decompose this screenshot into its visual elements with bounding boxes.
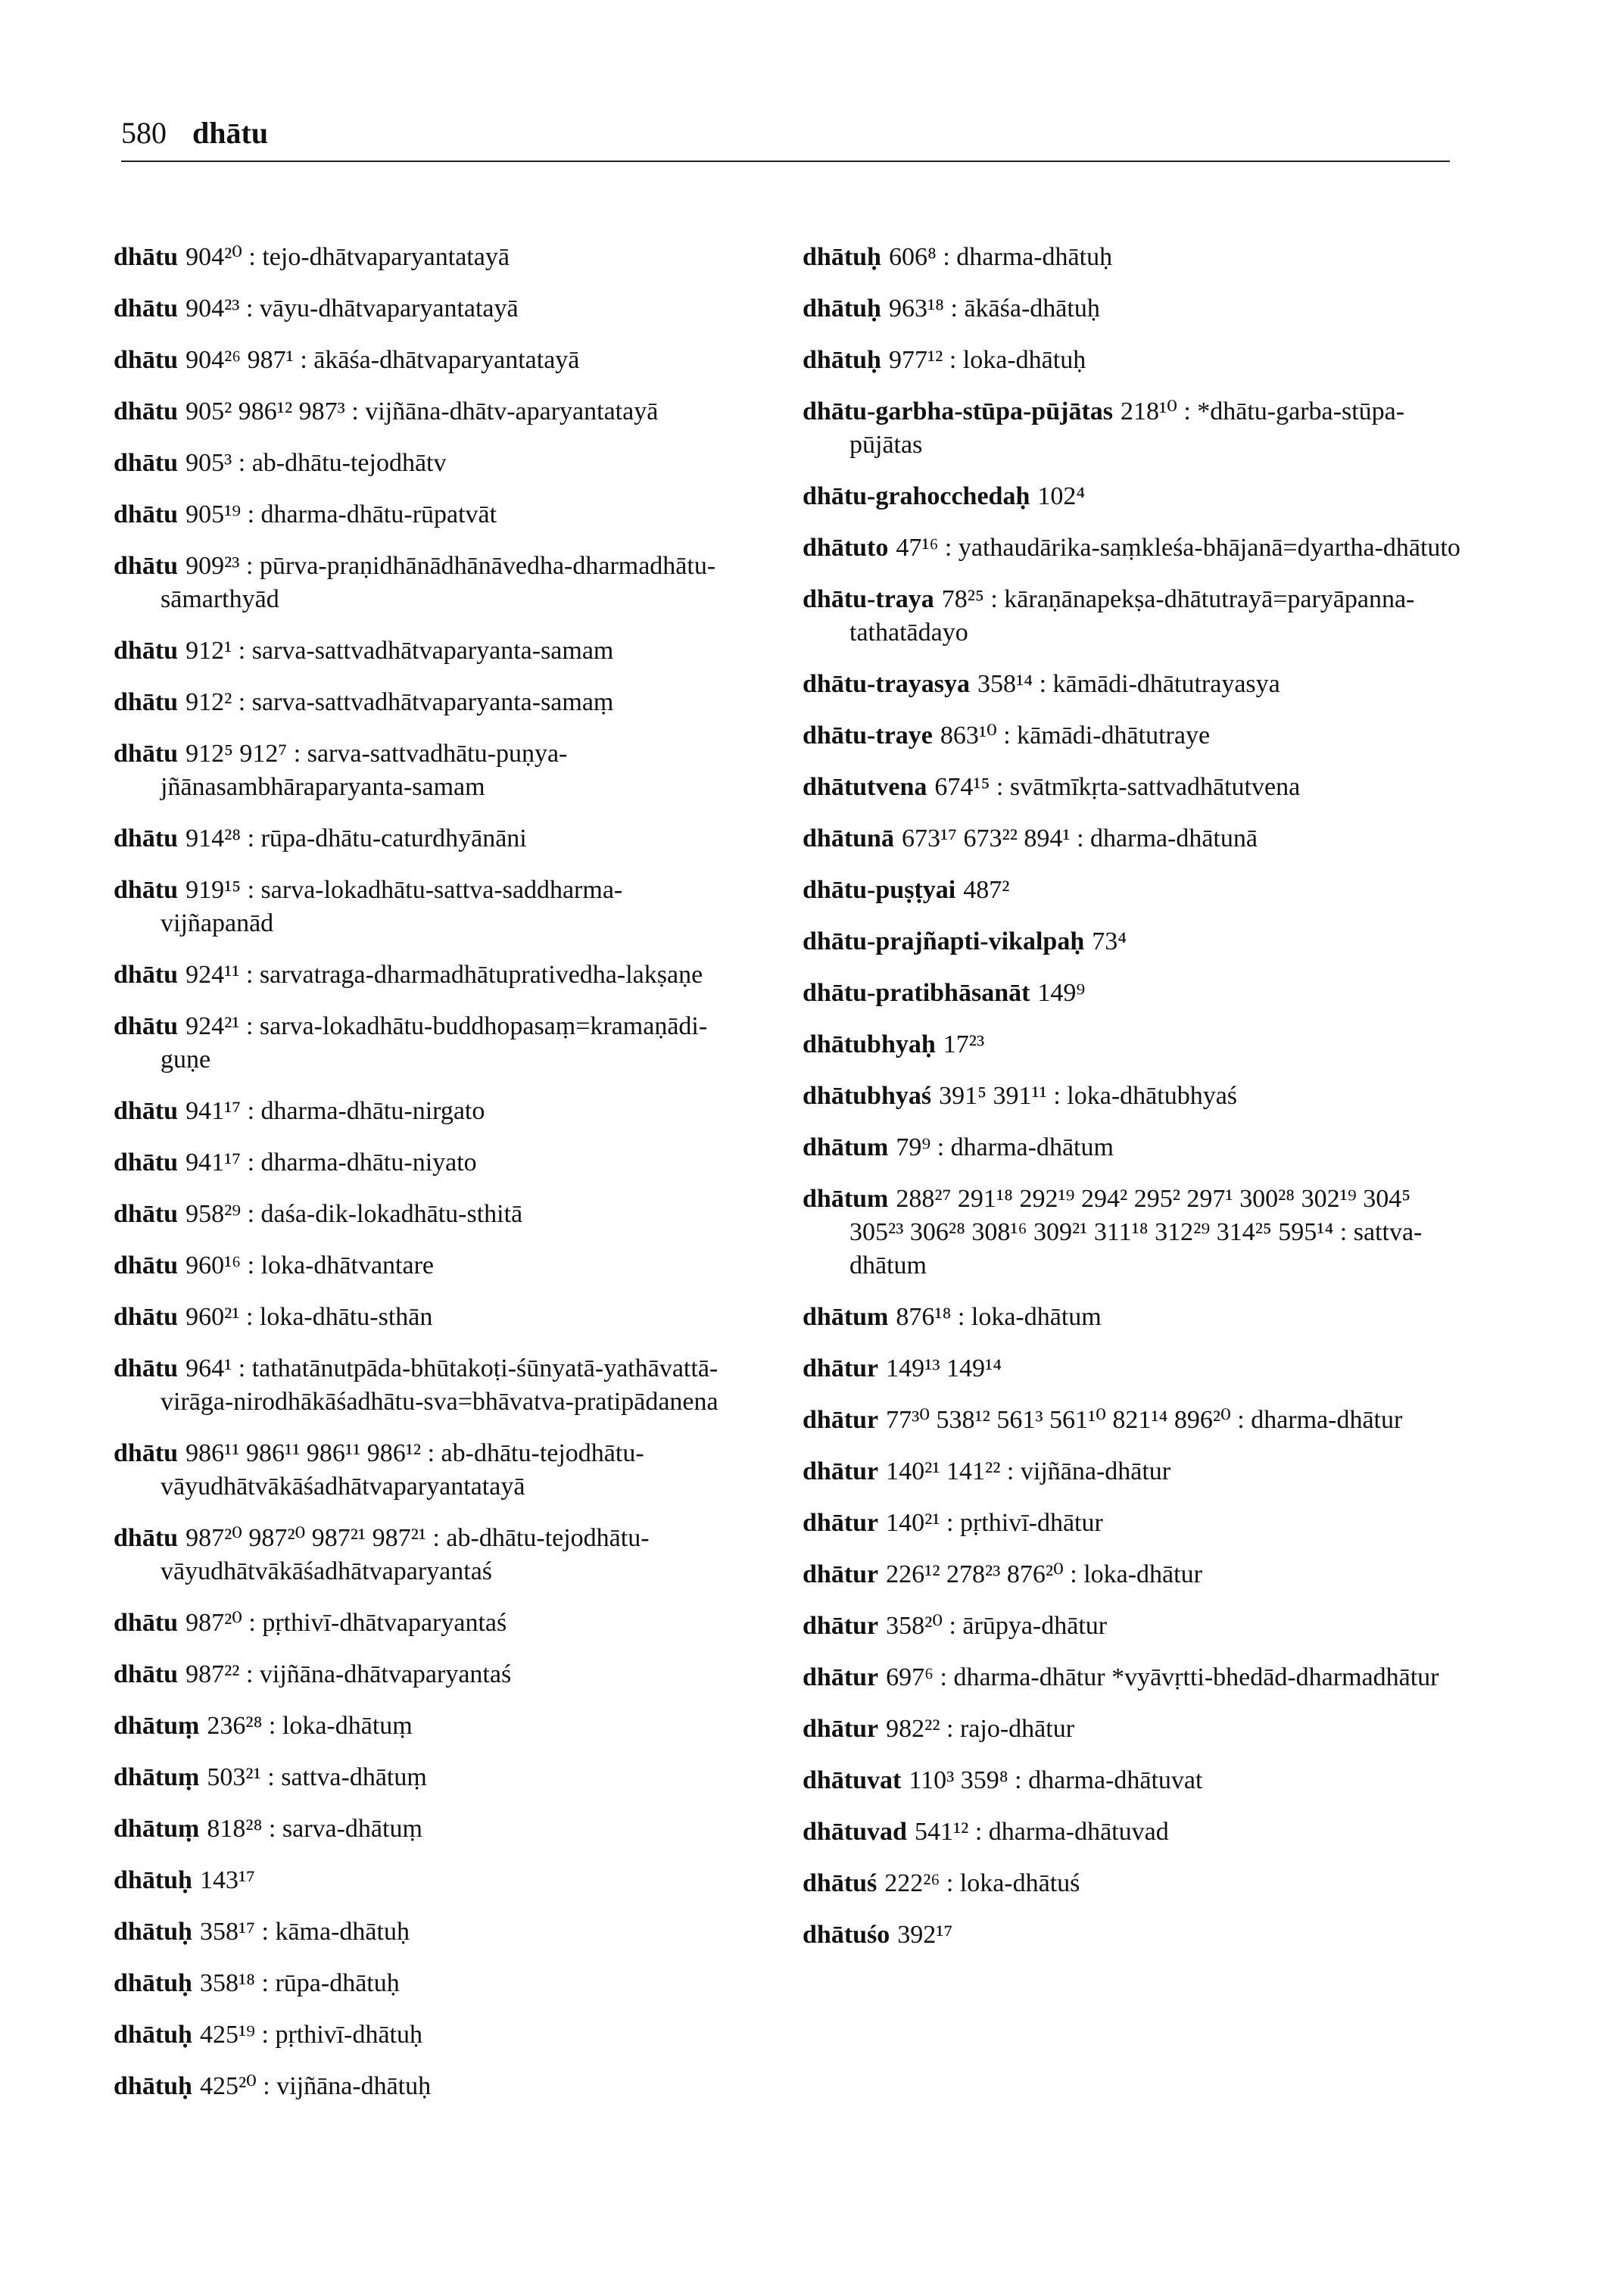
entry-references: 392¹⁷ [897, 1921, 953, 1949]
entry-headword: dhātur [803, 1457, 879, 1485]
entry-gloss: : dharma-dhātur [1237, 1406, 1403, 1434]
entry-references: 909²³ [185, 552, 240, 580]
index-entry [803, 1610, 1461, 1643]
entry-headword: dhātuṃ [114, 1815, 200, 1843]
entry-headword: dhātu-garbha-stūpa-pūjātas [803, 397, 1113, 425]
entry-headword: dhātu [114, 1012, 179, 1040]
entry-headword: dhātu [114, 876, 179, 904]
entry-references: 673¹⁷ 673²² 894¹ [901, 824, 1071, 852]
entry-references: 236²⁸ [207, 1712, 263, 1740]
entry-references: 987²⁰ [185, 1609, 242, 1637]
index-entry [803, 1080, 1461, 1113]
entry-gloss: : ab-dhātu-tejodhātu-vāyudhātvākāśadhātvaparyantaś [161, 1524, 650, 1585]
index-entry [803, 874, 1461, 907]
entry-headword: dhātu [114, 1097, 179, 1125]
entry-headword: dhātur [803, 1509, 879, 1537]
entry-gloss: : sarva-sattvadhātvaparyanta-samaṃ [238, 688, 614, 716]
entry-gloss: : sarva-lokadhātu-buddhopasaṃ=kramaṇādi-guṇe [161, 1012, 708, 1074]
entry-headword: dhātum [803, 1133, 889, 1161]
entry-references: 960¹⁶ [185, 1251, 242, 1279]
entry-gloss: : pūrva-praṇidhānādhānāvedha-dharmadhātu-sāmarthyād [161, 552, 716, 613]
entry-references: 541¹² [914, 1818, 969, 1846]
index-entry [803, 977, 1461, 1010]
index-entry [803, 1131, 1461, 1164]
entry-headword: dhātur [803, 1354, 879, 1382]
index-entry [114, 447, 734, 480]
entry-gloss: : ārūpya-dhātur [949, 1612, 1108, 1640]
index-entry [803, 822, 1461, 856]
index-entry [114, 1812, 734, 1846]
entry-references: 912⁵ 912⁷ [185, 740, 288, 768]
index-entry [114, 395, 734, 429]
entry-references: 982²² [886, 1715, 940, 1743]
entry-gloss: : ab-dhātu-tejodhātu-vāyudhātvākāśadhātvaparyantatayā [161, 1439, 644, 1501]
entry-gloss: : loka-dhātuḥ [949, 346, 1086, 374]
index-entry [803, 1028, 1461, 1061]
index-entry [803, 395, 1461, 462]
entry-gloss: : rajo-dhātur [946, 1715, 1075, 1743]
index-entry [114, 1864, 734, 1897]
index-entry [803, 344, 1461, 377]
entry-gloss: : tejo-dhātvaparyantatayā [248, 243, 510, 271]
entry-references: 358¹⁷ [199, 1918, 256, 1946]
entry-references: 425²⁰ [199, 2072, 257, 2100]
entry-headword: dhātur [803, 1560, 879, 1588]
index-entry [114, 1710, 734, 1743]
index-entry [114, 822, 734, 856]
entry-references: 904²⁶ 987¹ [185, 346, 294, 374]
entry-gloss: : ākāśa-dhātvaparyantatayā [300, 346, 580, 374]
index-entry [114, 1761, 734, 1794]
entry-references: 425¹⁹ [199, 2021, 256, 2049]
entry-references: 149⁹ [1037, 979, 1086, 1007]
entry-headword: dhātu-traye [803, 722, 933, 750]
entry-references: 606⁸ [888, 243, 937, 271]
index-entry [114, 1915, 734, 1949]
index-entry [803, 719, 1461, 753]
entry-gloss: : loka-dhātuś [946, 1869, 1080, 1897]
entry-headword: dhātur [803, 1612, 879, 1640]
entry-headword: dhātu [114, 1354, 179, 1382]
entry-gloss: : sarva-dhātuṃ [268, 1815, 422, 1843]
entry-gloss: : rūpa-dhātuḥ [261, 1969, 400, 1997]
entry-references: 876¹⁸ [896, 1303, 952, 1331]
entry-headword: dhātu-trayasya [803, 670, 971, 698]
entry-gloss: : daśa-dik-lokadhātu-sthitā [247, 1200, 523, 1228]
entry-headword: dhātuṃ [114, 1712, 200, 1740]
entry-references: 958²⁹ [185, 1200, 242, 1228]
index-entry [803, 1764, 1461, 1797]
entry-headword: dhātu [114, 295, 179, 323]
index-entry [114, 550, 734, 616]
index-entry [114, 1437, 734, 1504]
index-entry [803, 1867, 1461, 1900]
index-entry [803, 292, 1461, 326]
entry-gloss: : kāma-dhātuḥ [261, 1918, 410, 1946]
entry-gloss: : pṛthivī-dhātur [946, 1509, 1103, 1537]
entry-headword: dhātur [803, 1663, 879, 1691]
entry-references: 912¹ [185, 637, 232, 665]
entry-references: 79⁹ [896, 1133, 931, 1161]
entry-headword: dhātuḥ [114, 1969, 192, 1997]
entry-references: 140²¹ 141²² [886, 1457, 1001, 1485]
entry-headword: dhātuśo [803, 1921, 890, 1949]
entry-references: 358¹⁴ [977, 670, 1033, 698]
entry-headword: dhātum [803, 1185, 889, 1213]
entry-references: 905¹⁹ [185, 500, 242, 528]
entry-references: 912² [185, 688, 232, 716]
entry-gloss: : vijñāna-dhātv-aparyantatayā [351, 397, 659, 425]
index-entry [803, 1183, 1461, 1283]
entry-references: 904²³ [185, 295, 240, 323]
running-headword: dhātu [192, 116, 269, 150]
entry-headword: dhātuṃ [114, 1763, 200, 1791]
index-entry [114, 1607, 734, 1640]
entry-headword: dhātu [114, 1609, 179, 1637]
entry-headword: dhātuḥ [114, 2072, 192, 2100]
entry-references: 963¹⁸ [888, 295, 945, 323]
entry-gloss: : kāraṇānapekṣa-dhātutrayā=paryāpanna-tathatādayo [849, 585, 1415, 647]
entry-gloss: : sarva-sattvadhātvaparyanta-samam [238, 637, 614, 665]
entry-gloss: : sattva-dhātuṃ [267, 1763, 427, 1791]
entry-headword: dhātutvena [803, 773, 927, 801]
index-entry [114, 2070, 734, 2103]
entry-headword: dhātu [114, 1251, 179, 1279]
entry-headword: dhātu-puṣṭyai [803, 876, 956, 904]
index-entry [803, 1507, 1461, 1540]
index-entry [803, 1404, 1461, 1437]
entry-gloss: : *dhātu-garba-stūpa-pūjātas [849, 397, 1405, 459]
entry-references: 924¹¹ [185, 961, 240, 989]
entry-gloss: : dharma-dhātu-niyato [247, 1149, 477, 1177]
index-entry [114, 874, 734, 940]
entry-references: 218¹⁰ [1121, 397, 1177, 425]
entry-gloss: : sarva-lokadhātu-sattva-saddharma-vijñapanād [161, 876, 623, 937]
index-entry [803, 771, 1461, 804]
entry-headword: dhātuḥ [803, 243, 881, 271]
index-entry [114, 498, 734, 531]
entry-gloss: : yathaudārika-saṃkleśa-bhājanā=dyartha-dhātuto [944, 534, 1460, 562]
entry-references: 986¹¹ 986¹¹ 986¹¹ 986¹² [185, 1439, 422, 1467]
entry-headword: dhātu [114, 1439, 179, 1467]
index-entry [114, 1249, 734, 1283]
entry-headword: dhātu [114, 500, 179, 528]
entry-headword: dhātuto [803, 534, 889, 562]
index-entry [803, 1352, 1461, 1385]
entry-references: 905³ [185, 449, 232, 477]
index-entry [114, 958, 734, 992]
entry-headword: dhātu [114, 346, 179, 374]
entry-references: 914²⁸ [185, 824, 242, 852]
entry-gloss: : kāmādi-dhātutrayasya [1039, 670, 1280, 698]
left-column [114, 241, 734, 2121]
entry-gloss: : loka-dhātubhyaś [1053, 1082, 1238, 1110]
index-entry [114, 2018, 734, 2052]
entry-headword: dhātu-pratibhāsanāt [803, 979, 1030, 1007]
entry-headword: dhātuvad [803, 1818, 907, 1846]
entry-references: 73⁴ [1092, 927, 1127, 955]
entry-gloss: : dharma-dhātunā [1077, 824, 1258, 852]
index-entry [803, 1661, 1461, 1694]
entry-references: 391⁵ 391¹¹ [939, 1082, 1047, 1110]
entry-gloss: : dharma-dhātuvat [1015, 1766, 1203, 1794]
entry-references: 960²¹ [185, 1303, 240, 1331]
index-entry [114, 1522, 734, 1588]
index-entry [803, 668, 1461, 701]
entry-gloss: : loka-dhātuṃ [268, 1712, 413, 1740]
index-entry [803, 1558, 1461, 1591]
entry-gloss: : sarvatraga-dharmadhātuprativedha-lakṣaṇe [245, 961, 703, 989]
index-entry [803, 480, 1461, 513]
entry-references: 78²⁵ [941, 585, 984, 613]
entry-references: 288²⁷ 291¹⁸ 292¹⁹ 294² 295² 297¹ 300²⁸ 302¹⁹ 304⁵ 305²³ 306²⁸ 308¹⁶ 309²¹ 311¹⁸ 312²⁹ 314²⁵ 595¹⁴ [849, 1185, 1411, 1246]
entry-headword: dhātu [114, 961, 179, 989]
entry-references: 818²⁸ [207, 1815, 263, 1843]
running-header [121, 115, 268, 151]
entry-references: 964¹ [185, 1354, 232, 1382]
entry-headword: dhātu-grahocchedaḥ [803, 482, 1030, 510]
entry-references: 110³ 359⁸ [909, 1766, 1008, 1794]
entry-references: 905² 986¹² 987³ [185, 397, 345, 425]
entry-headword: dhātu [114, 740, 179, 768]
entry-references: 987²⁰ 987²⁰ 987²¹ 987²¹ [185, 1524, 426, 1552]
entry-gloss: : ākāśa-dhātuḥ [950, 295, 1100, 323]
entry-gloss: : loka-dhātum [957, 1303, 1102, 1331]
index-entry [803, 1713, 1461, 1746]
entry-headword: dhātu [114, 637, 179, 665]
right-column [803, 241, 1461, 1970]
entry-headword: dhātu [114, 1303, 179, 1331]
entry-headword: dhātuḥ [803, 295, 881, 323]
entry-headword: dhātu [114, 397, 179, 425]
index-entry [114, 292, 734, 326]
entry-references: 140²¹ [886, 1509, 940, 1537]
entry-headword: dhātu [114, 1660, 179, 1688]
entry-references: 987²² [185, 1660, 240, 1688]
entry-headword: dhātuḥ [803, 346, 881, 374]
entry-headword: dhātu [114, 552, 179, 580]
entry-headword: dhātuś [803, 1869, 877, 1897]
entry-references: 697⁶ [886, 1663, 934, 1691]
entry-gloss: : loka-dhātur [1070, 1560, 1202, 1588]
entry-headword: dhātur [803, 1715, 879, 1743]
index-entry [114, 1301, 734, 1334]
entry-gloss: : pṛthivī-dhātvaparyantaś [248, 1609, 507, 1637]
index-entry [803, 1301, 1461, 1334]
entry-gloss: : vāyu-dhātvaparyantatayā [245, 295, 519, 323]
header-rule [121, 161, 1450, 162]
entry-headword: dhātu [114, 1149, 179, 1177]
index-entry [114, 241, 734, 274]
entry-headword: dhātuḥ [114, 1918, 192, 1946]
index-entry [114, 634, 734, 668]
index-entry [114, 1095, 734, 1128]
entry-headword: dhātur [803, 1406, 879, 1434]
entry-references: 222²⁶ [884, 1869, 940, 1897]
entry-headword: dhātu-traya [803, 585, 934, 613]
index-entry [114, 1198, 734, 1231]
entry-references: 674¹⁵ [934, 773, 990, 801]
entry-headword: dhātubhyaś [803, 1082, 932, 1110]
entry-headword: dhātubhyaḥ [803, 1030, 936, 1058]
index-entry [803, 925, 1461, 958]
entry-gloss: : tathatānutpāda-bhūtakoṭi-śūnyatā-yathāvattā-virāga-nirodhākāśadhātu-sva=bhāvatva-pratipādanena [161, 1354, 718, 1416]
entry-references: 904²⁰ [185, 243, 242, 271]
entry-headword: dhātu [114, 449, 179, 477]
entry-headword: dhātu [114, 1524, 179, 1552]
entry-references: 77³⁰ 538¹² 561³ 561¹⁰ 821¹⁴ 896²⁰ [886, 1406, 1231, 1434]
index-entry [114, 1658, 734, 1691]
entry-headword: dhātu [114, 688, 179, 716]
entry-references: 977¹² [888, 346, 943, 374]
entry-gloss: : dharma-dhātu-nirgato [247, 1097, 485, 1125]
entry-headword: dhātu [114, 824, 179, 852]
entry-references: 17²³ [943, 1030, 985, 1058]
entry-references: 487² [963, 876, 1010, 904]
entry-references: 919¹⁵ [185, 876, 242, 904]
entry-gloss: : vijñāna-dhātuḥ [263, 2072, 432, 2100]
index-entry [114, 344, 734, 377]
entry-gloss: : sattva-dhātum [849, 1218, 1423, 1279]
entry-references: 47¹⁶ [896, 534, 939, 562]
index-entry [803, 1918, 1461, 1952]
entry-gloss: : ab-dhātu-tejodhātv [238, 449, 447, 477]
entry-references: 143¹⁷ [199, 1866, 256, 1894]
index-entry [114, 1010, 734, 1077]
entry-gloss: : dharma-dhātur *vyāvṛtti-bhedād-dharmadhātur [940, 1663, 1439, 1691]
entry-references: 941¹⁷ [185, 1097, 242, 1125]
index-entry [803, 241, 1461, 274]
page-number: 580 [121, 116, 167, 150]
entry-gloss: : rūpa-dhātu-caturdhyānāni [247, 824, 527, 852]
entry-gloss: : dharma-dhātuḥ [943, 243, 1113, 271]
index-entry [803, 1816, 1461, 1849]
entry-gloss: : sarva-sattvadhātu-puṇya-jñānasambhāraparyanta-samam [161, 740, 568, 801]
entry-gloss: : dharma-dhātum [937, 1133, 1114, 1161]
entry-references: 941¹⁷ [185, 1149, 242, 1177]
entry-references: 358²⁰ [886, 1612, 943, 1640]
entry-headword: dhātum [803, 1303, 889, 1331]
entry-references: 503²¹ [207, 1763, 261, 1791]
index-entry [114, 686, 734, 719]
entry-references: 924²¹ [185, 1012, 240, 1040]
entry-references: 358¹⁸ [199, 1969, 256, 1997]
index-entry [803, 531, 1461, 565]
entry-references: 226¹² 278²³ 876²⁰ [886, 1560, 1064, 1588]
entry-gloss: : loka-dhātvantare [247, 1251, 434, 1279]
entry-gloss: : vijñāna-dhātvaparyantaś [245, 1660, 512, 1688]
entry-headword: dhātu-prajñapti-vikalpaḥ [803, 927, 1085, 955]
index-entry [114, 737, 734, 804]
entry-headword: dhātu [114, 243, 179, 271]
entry-gloss: : loka-dhātu-sthān [245, 1303, 433, 1331]
entry-gloss: : svātmīkṛta-sattvadhātutvena [996, 773, 1301, 801]
entry-headword: dhātu [114, 1200, 179, 1228]
entry-references: 863¹⁰ [940, 722, 997, 750]
index-entry [114, 1352, 734, 1419]
entry-gloss: : pṛthivī-dhātuḥ [261, 2021, 422, 2049]
index-entry [114, 1146, 734, 1180]
index-entry [803, 1455, 1461, 1488]
entry-headword: dhātuḥ [114, 2021, 192, 2049]
entry-headword: dhātunā [803, 824, 894, 852]
entry-gloss: : dharma-dhātu-rūpatvāt [247, 500, 497, 528]
entry-headword: dhātuḥ [114, 1866, 192, 1894]
entry-gloss: : dharma-dhātuvad [974, 1818, 1169, 1846]
index-entry [803, 583, 1461, 650]
entry-gloss: : vijñāna-dhātur [1006, 1457, 1171, 1485]
entry-gloss: : kāmādi-dhātutraye [1003, 722, 1211, 750]
entry-headword: dhātuvat [803, 1766, 902, 1794]
index-entry [114, 1967, 734, 2000]
entry-references: 102⁴ [1037, 482, 1086, 510]
entry-references: 149¹³ 149¹⁴ [886, 1354, 1002, 1382]
